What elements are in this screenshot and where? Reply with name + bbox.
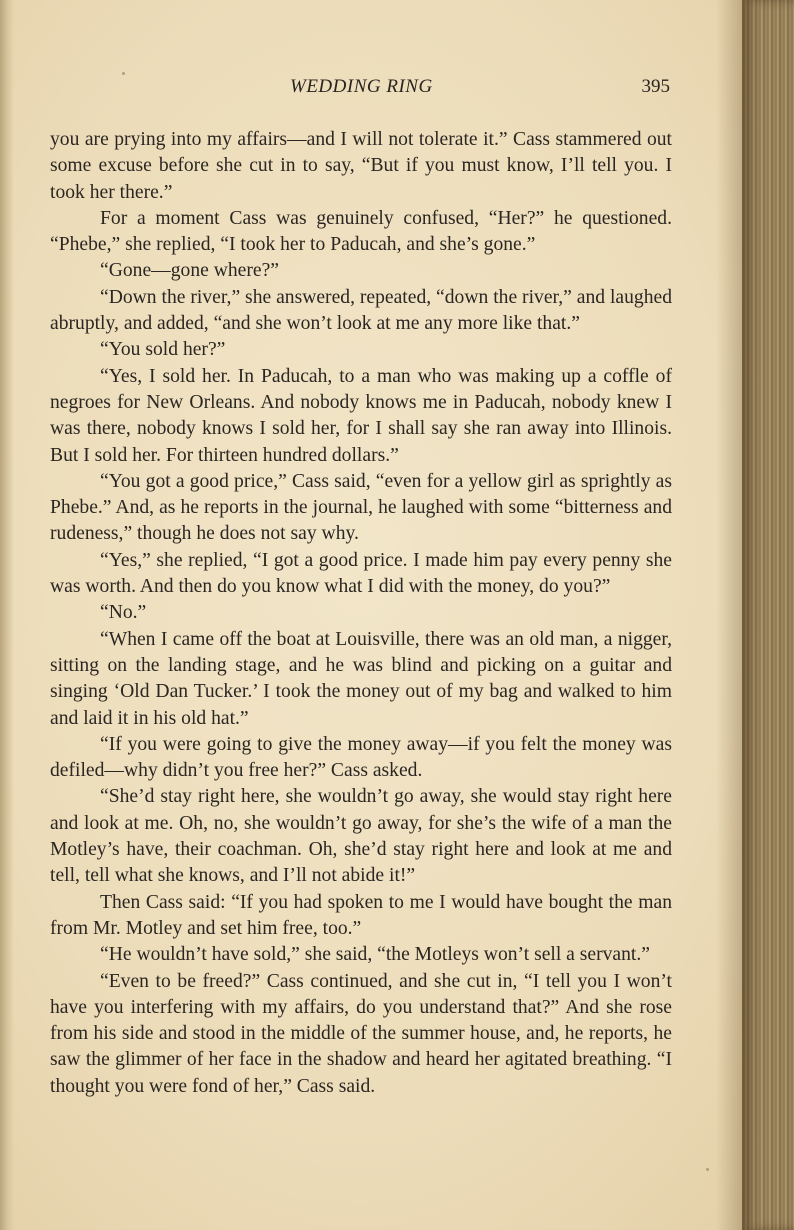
body-text (50, 127, 672, 1100)
paragraph: you are prying into my affairs—and I will not tolerate it.” Cass stammered out some excuse before she cut in to say, “But if you must know, I’ll tell you. I took her there.” (50, 129, 672, 203)
page-stack-edge (742, 0, 794, 1230)
paragraph: “Gone—gone where?” (100, 260, 279, 282)
running-title: WEDDING RING (290, 76, 433, 97)
paragraph: For a moment Cass was genuinely confused, “Her?” he questioned. “Phebe,” she replied, “I took her to Paducah, and she’s gone.” (50, 207, 672, 256)
paper-speck (706, 1168, 709, 1171)
paragraph: “She’d stay right here, she wouldn’t go away, she would stay right here and look at me. Oh, no, she wouldn’t go away, for she’s the wife of a man the Motley’s have, their coachman. Oh, she’d stay right here and look at me and tell, tell what she knows, and I’ll not abide it!” (50, 786, 672, 887)
paper-speck (122, 72, 125, 75)
paragraph: “Yes, I sold her. In Paducah, to a man who was making up a coffle of negroes for New Orleans. And nobody knows me in Paducah, nobody knew I was there, nobody knows I sold her, for I shall say she ran away into Illinois. But I sold her. For thirteen hundred dollars.” (50, 365, 672, 466)
paragraph: “He wouldn’t have sold,” she said, “the Motleys won’t sell a servant.” (100, 944, 650, 966)
page-fore-edge-shadow (716, 0, 742, 1230)
paragraph: “You got a good price,” Cass said, “even for a yellow girl as sprightly as Phebe.” And, as he reports in the journal, he laughed with some “bitterness and rudeness,” though he does not say why. (50, 470, 672, 545)
paragraph: “Down the river,” she answered, repeated, “down the river,” and laughed abruptly, and added, “and she won’t look at me any more like that.” (50, 286, 672, 335)
paragraph: “Yes,” she replied, “I got a good price. I made him pay every penny she was worth. And then do you know what I did with the money, do you?” (50, 549, 672, 598)
page-gutter-edge (0, 0, 14, 1230)
paragraph: “Even to be freed?” Cass continued, and she cut in, “I tell you I won’t have you interfering with my affairs, do you understand that?” And she rose from his side and stood in the middle of the summer house, and, he reports, he saw the glimmer of her face in the shadow and heard her agitated breathing. “I thought you were fond of her,” Cass said. (50, 970, 672, 1097)
page-number: 395 (641, 76, 670, 97)
page-header (50, 76, 670, 102)
paragraph: “You sold her?” (100, 339, 226, 361)
paragraph: “No.” (100, 602, 147, 624)
paragraph: “When I came off the boat at Louisville, there was an old man, a nigger, sitting on the landing stage, and he was blind and picking on a guitar and singing ‘Old Dan Tucker.’ I took the money out of my bag and walked to him and laid it in his old hat.” (50, 628, 672, 729)
paragraph: “If you were going to give the money away—if you felt the money was defiled—why didn’t you free her?” Cass asked. (50, 733, 672, 782)
paragraph: Then Cass said: “If you had spoken to me I would have bought the man from Mr. Motley and set him free, too.” (50, 891, 672, 939)
